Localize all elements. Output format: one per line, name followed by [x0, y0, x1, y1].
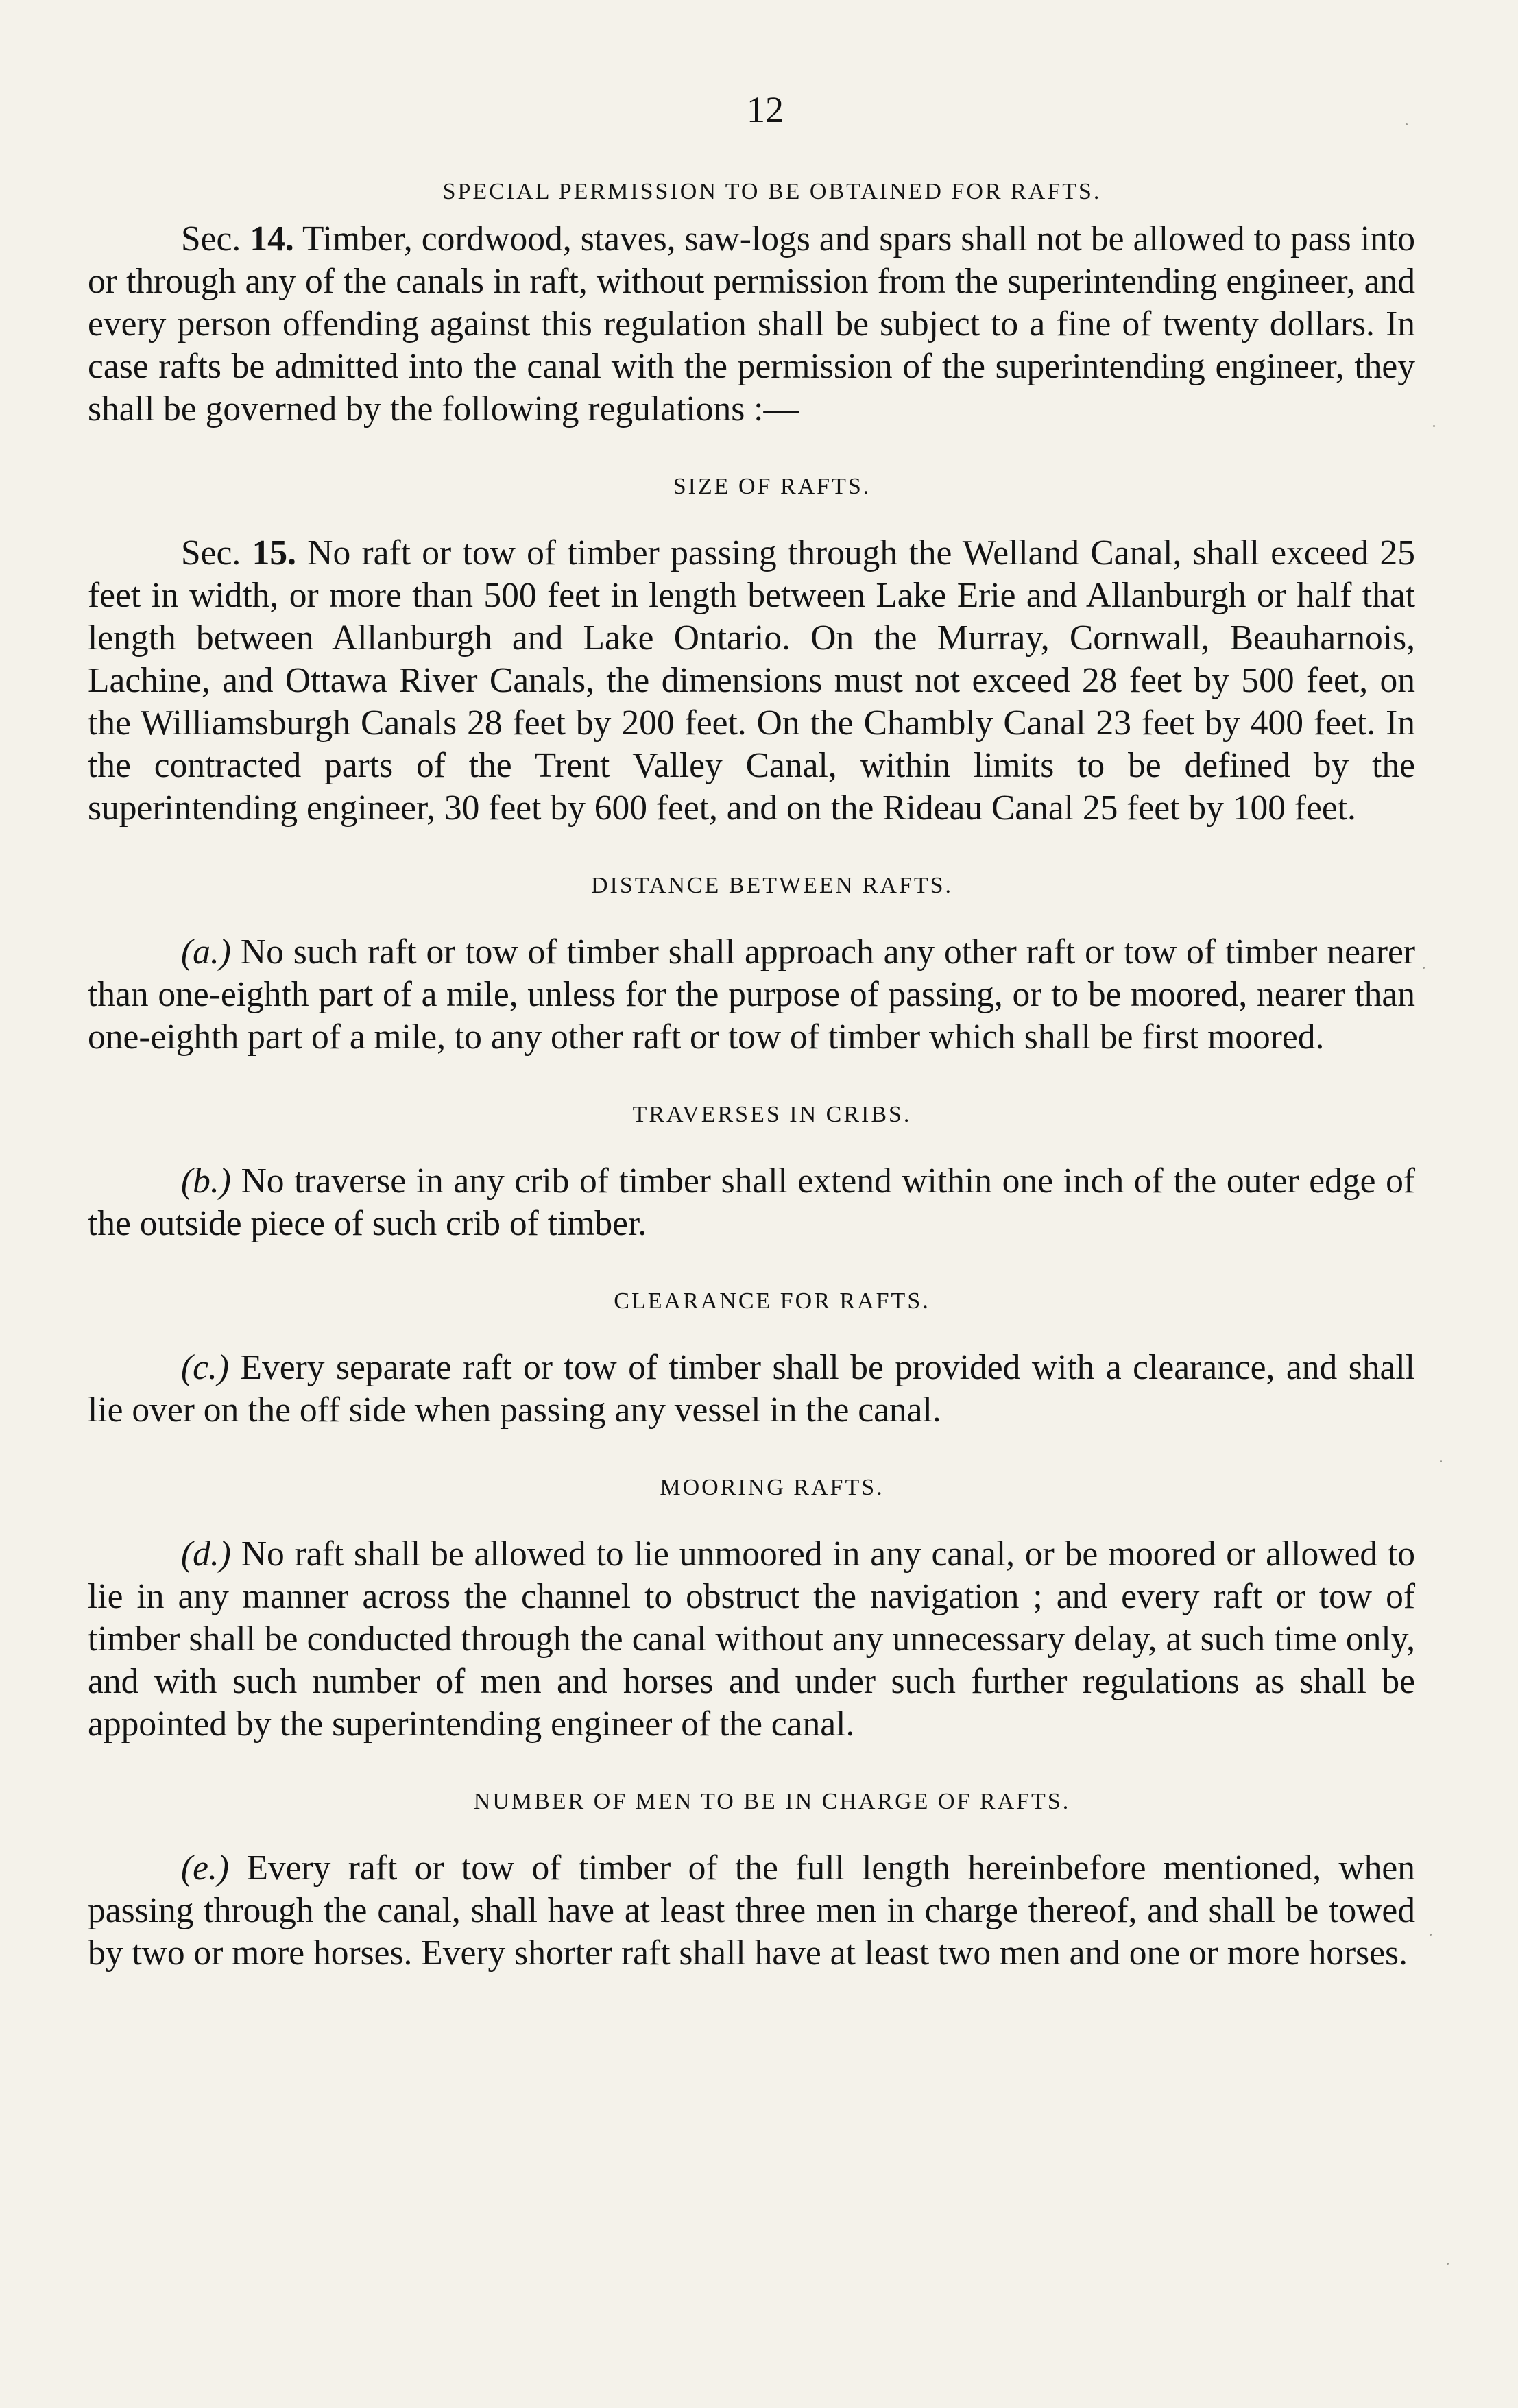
print-speck — [1440, 1460, 1442, 1462]
section-heading-special-permission: SPECIAL PERMISSION TO BE OBTAINED FOR RAFTS. — [442, 179, 1102, 204]
subsection-b-paragraph — [88, 1160, 1415, 1245]
subsection-c-paragraph — [88, 1347, 1415, 1432]
section-text: No raft or tow of timber passing through the Welland Canal, shall exceed 25 feet in width, or more than 500 feet in length between Lake Erie and Allanburgh or half that length between Allanburgh and Lake Ontario. On the Murray, Cornwall, Beauharnois, Lachine, and Ottawa River Canals, the dimensions must not exceed 28 feet by 500 feet, on the Williamsburgh Canals 28 feet by 200 feet. On the Chambly Canal 23 feet by 400 feet. In the contracted parts of the Trent Valley Canal, within limits to be defined by the superintending engineer, 30 feet by 600 feet, and on the Rideau Canal 25 feet by 100 feet. — [88, 533, 1416, 828]
subsection-e-paragraph — [88, 1847, 1415, 1975]
section-number: 15. — [252, 533, 296, 573]
subsection-label: (d.) — [181, 1534, 231, 1574]
section-heading-traverses-in-cribs: TRAVERSES IN CRIBS. — [632, 1102, 912, 1127]
subsection-label: (e.) — [181, 1849, 230, 1888]
print-speck — [1423, 967, 1425, 969]
page-number: 12 — [747, 89, 784, 130]
section-heading-number-of-men: NUMBER OF MEN TO BE IN CHARGE OF RAFTS. — [473, 1789, 1071, 1814]
subsection-text: Every raft or tow of timber of the full length hereinbefore mentioned, when passing through the canal, shall have at least three men in charge thereof, and shall be towed by two or more horses. Every shorter raft shall have at least two men and one or more horses. — [88, 1849, 1416, 1973]
subsection-text: No traverse in any crib of timber shall extend within one inch of the outer edge of the outside piece of such crib of timber. — [88, 1161, 1416, 1243]
section-heading-mooring-rafts: MOORING RAFTS. — [660, 1475, 884, 1500]
subsection-text: No raft shall be allowed to lie unmoored in any canal, or be moored or allowed to lie in any manner across the channel to obstruct the navigation ; and every raft or tow of timber shall be conducted through the canal without any unnecessary delay, at such time only, and with such number of men and horses and under such further regulations as shall be appointed by the superintending engineer of the canal. — [88, 1534, 1416, 1744]
section-heading-size-of-rafts: SIZE OF RAFTS. — [673, 474, 871, 499]
print-speck — [1430, 1934, 1432, 1936]
subsection-a-paragraph — [88, 931, 1415, 1059]
subsection-text: Every separate raft or tow of timber shall be provided with a clearance, and shall lie over on the off side when passing any vessel in the canal. — [88, 1348, 1415, 1430]
section-15-paragraph — [88, 532, 1415, 830]
subsection-label: (c.) — [181, 1348, 230, 1387]
section-label: Sec. — [181, 219, 241, 258]
subsection-label: (a.) — [181, 932, 231, 972]
subsection-label: (b.) — [181, 1161, 231, 1201]
print-speck — [1406, 123, 1408, 125]
print-speck — [1447, 2263, 1449, 2265]
subsection-d-paragraph — [88, 1533, 1415, 1746]
section-text: Timber, cordwood, staves, saw-logs and spars shall not be allowed to pass into or through any of the canals in raft, without permission from the superintending engineer, and every person offending against this regulation shall be subject to a fine of twenty dollars. In case rafts be admitted into the canal with the permission of the superintending engineer, they shall be governed by the following regulations :— — [88, 219, 1415, 429]
subsection-text: No such raft or tow of timber shall approach any other raft or tow of timber nearer than one-eighth part of a mile, unless for the purpose of passing, or to be moored, nearer than one-eighth part of a mile, to any other raft or tow of timber which shall be first moored. — [88, 932, 1416, 1057]
section-heading-clearance-for-rafts: CLEARANCE FOR RAFTS. — [614, 1288, 930, 1314]
section-label: Sec. — [181, 533, 241, 573]
print-speck — [1433, 425, 1435, 427]
section-14-paragraph — [88, 218, 1415, 431]
section-number: 14. — [250, 219, 294, 258]
section-heading-distance-between-rafts: DISTANCE BETWEEN RAFTS. — [590, 873, 954, 898]
